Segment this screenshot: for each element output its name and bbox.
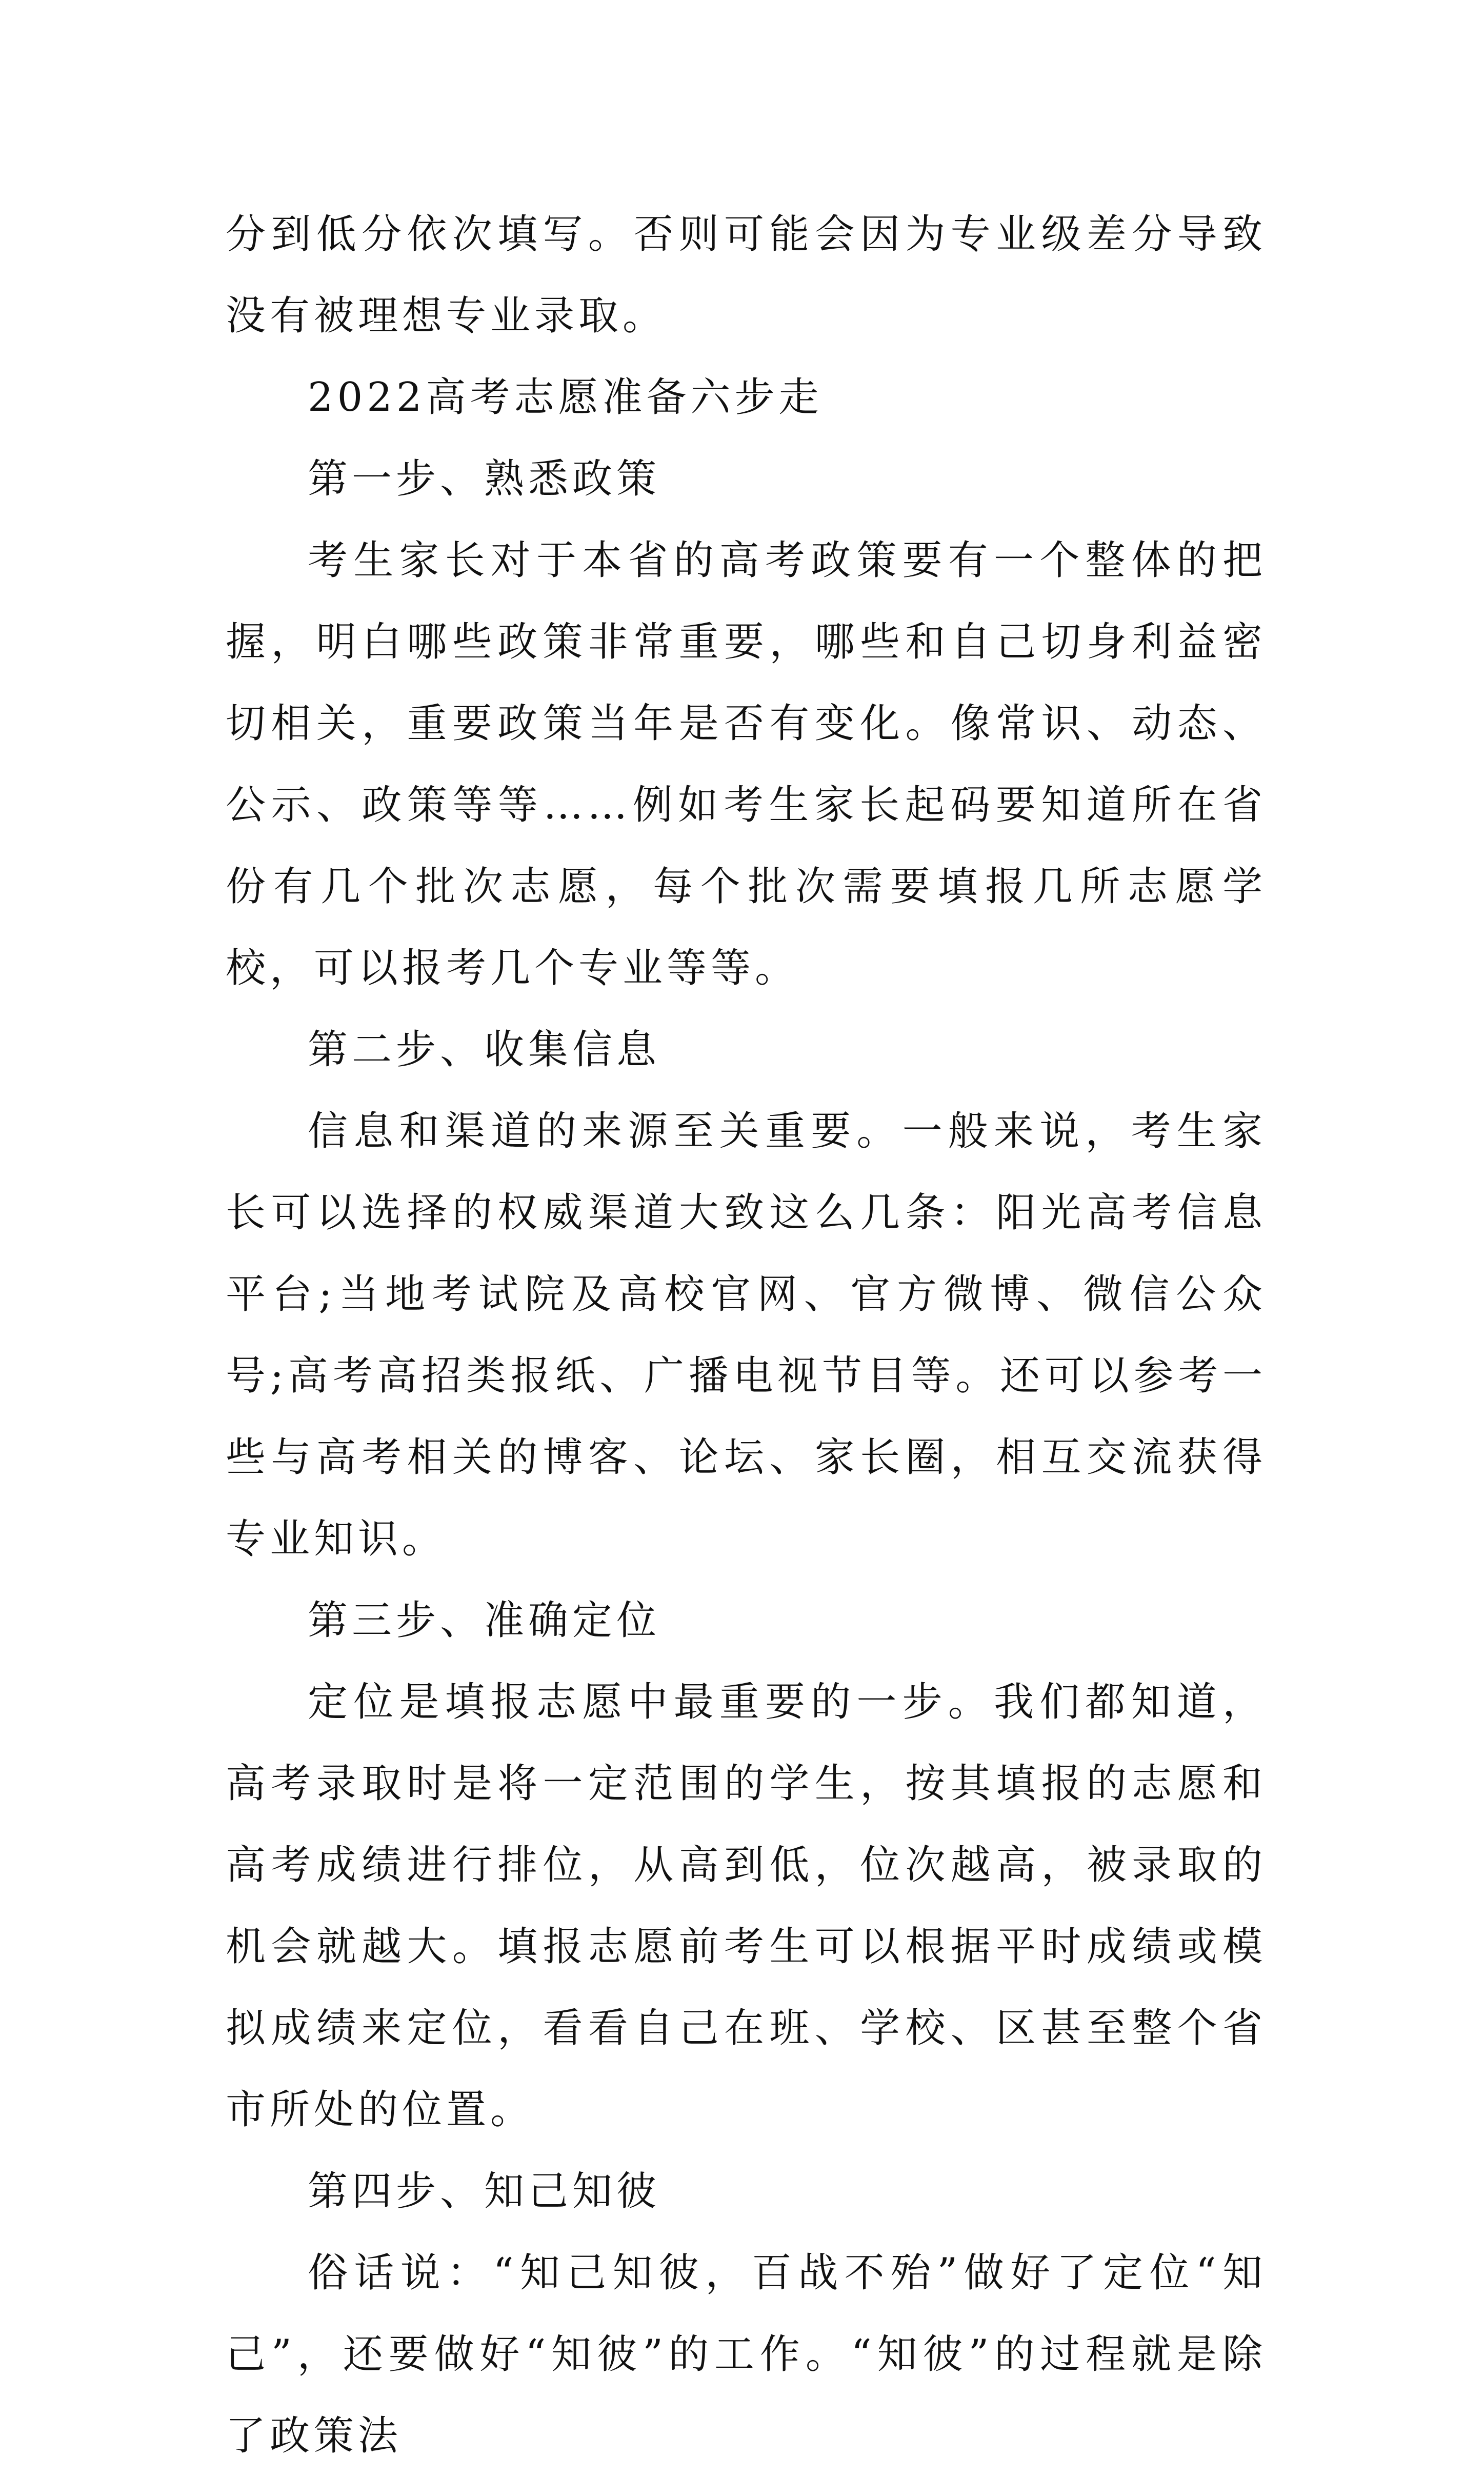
paragraph-continuation: 分到低分依次填写。否则可能会因为专业级差分导致没有被理想专业录取。 [226, 211, 1267, 339]
step-paragraph-4: 俗话说：“知己知彼，百战不殆”做好了定位“知己”，还要做好“知彼”的工作。“知彼”的过程就是除了政策法 [226, 2250, 1267, 2459]
step-paragraph-2: 信息和渠道的来源至关重要。一般来说，考生家长可以选择的权威渠道大致这么几条：阳光高考信息平台;当地考试院及高校官网、官方微博、微信公众号;高考高招类报纸、广播电视节目等。还可以参考一些与高考相关的博客、论坛、家长圈，相互交流获得专业知识。 [226, 1108, 1267, 1562]
step-heading-1: 第一步、熟悉政策 [308, 456, 661, 502]
section-title: 2022高考志愿准备六步走 [308, 374, 823, 421]
step-paragraph-1: 考生家长对于本省的高考政策要有一个整体的把握，明白哪些政策非常重要，哪些和自己切身利益密切相关，重要政策当年是否有变化。像常识、动态、公示、政策等等……例如考生家长起码要知道所在省份有几个批次志愿，每个批次需要填报几所志愿学校，可以报考几个专业等等。 [226, 537, 1267, 991]
step-heading-3: 第三步、准确定位 [308, 1597, 661, 1644]
step-paragraph-3: 定位是填报志愿中最重要的一步。我们都知道，高考录取时是将一定范围的学生，按其填报的志愿和高考成绩进行排位，从高到低，位次越高，被录取的机会就越大。填报志愿前考生可以根据平时成绩或模拟成绩来定位，看看自己在班、学校、区甚至整个省市所处的位置。 [226, 1679, 1267, 2133]
step-heading-2: 第二步、收集信息 [308, 1027, 661, 1073]
document-body [226, 194, 1267, 2477]
step-heading-4: 第四步、知己知彼 [308, 2168, 661, 2214]
